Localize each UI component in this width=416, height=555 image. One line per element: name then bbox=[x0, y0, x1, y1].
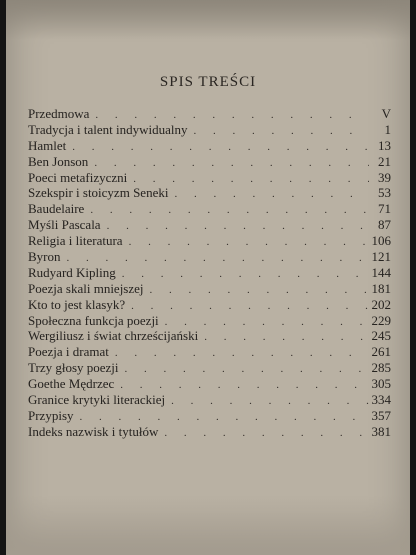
toc-entry-page: 285 bbox=[371, 360, 391, 376]
toc-entry-page: V bbox=[381, 106, 391, 121]
toc-leader-dots bbox=[168, 188, 369, 200]
toc-entry-title: Kto to jest klasyk? bbox=[28, 296, 126, 312]
toc-entry-page: 381 bbox=[371, 423, 391, 439]
toc-entry-page: 53 bbox=[378, 185, 391, 201]
toc-entry-page: 121 bbox=[371, 249, 391, 265]
toc-entry-page: 21 bbox=[378, 153, 391, 169]
toc-entry-title: Wergiliusz i świat chrześcijański bbox=[28, 328, 199, 344]
toc-leader-dots bbox=[89, 109, 369, 121]
toc-leader-dots bbox=[198, 331, 369, 343]
toc-entry-page: 13 bbox=[378, 137, 391, 153]
toc-entry-page: 106 bbox=[371, 233, 391, 249]
toc-entry-title: Myśli Pascala bbox=[28, 217, 101, 233]
toc-entry bbox=[28, 328, 391, 344]
toc-entry bbox=[28, 201, 391, 217]
toc-leader-dots bbox=[66, 141, 369, 153]
toc-entry bbox=[28, 154, 391, 170]
toc-entry-page: 261 bbox=[371, 344, 391, 360]
toc-leader-dots bbox=[88, 157, 369, 169]
toc-entry-title: Przypisy bbox=[28, 407, 74, 423]
toc-entry-page: 334 bbox=[371, 392, 391, 408]
toc-leader-dots bbox=[61, 252, 370, 264]
toc-entry bbox=[28, 185, 391, 201]
toc-entry-page: 39 bbox=[378, 169, 391, 185]
toc-leader-dots bbox=[74, 411, 370, 423]
page-top-shadow bbox=[6, 0, 410, 40]
toc-entry-title: Poezja skali mniejszej bbox=[28, 280, 144, 296]
toc-leader-dots bbox=[159, 316, 369, 328]
page-bottom-shadow bbox=[6, 495, 410, 555]
toc-entry-title: Rudyard Kipling bbox=[28, 264, 116, 280]
toc-leader-dots bbox=[84, 204, 369, 216]
toc-entry-page: 87 bbox=[378, 217, 391, 233]
toc-entry bbox=[28, 122, 391, 138]
toc-entry-title: Granice krytyki literackiej bbox=[28, 392, 166, 408]
toc-entry-page: 357 bbox=[371, 407, 391, 423]
table-of-contents bbox=[28, 106, 391, 440]
toc-entry-title: Goethe Mędrzec bbox=[28, 376, 115, 392]
toc-entry bbox=[28, 217, 391, 233]
toc-leader-dots bbox=[109, 347, 369, 359]
toc-leader-dots bbox=[144, 284, 369, 296]
toc-leader-dots bbox=[127, 173, 369, 185]
toc-entry bbox=[28, 408, 391, 424]
toc-entry bbox=[28, 313, 391, 329]
toc-entry-title: Poeci metafizyczni bbox=[28, 169, 128, 185]
toc-entry bbox=[28, 424, 391, 440]
toc-entry-title: Ben Jonson bbox=[28, 153, 89, 169]
toc-entry-page: 305 bbox=[371, 376, 391, 392]
toc-entry-page: 1 bbox=[384, 121, 391, 137]
toc-entry bbox=[28, 392, 391, 408]
toc-entry-title: Indeks nazwisk i tytułów bbox=[28, 423, 159, 439]
toc-entry-title: Trzy głosy poezji bbox=[28, 360, 119, 376]
toc-entry-page: 181 bbox=[371, 280, 391, 296]
toc-entry bbox=[28, 281, 391, 297]
toc-entry bbox=[28, 297, 391, 313]
toc-leader-dots bbox=[101, 220, 369, 232]
toc-entry bbox=[28, 249, 391, 265]
toc-entry bbox=[28, 138, 391, 154]
toc-entry bbox=[28, 376, 391, 392]
toc-entry bbox=[28, 233, 391, 249]
toc-entry-title: Poezja i dramat bbox=[28, 344, 109, 360]
toc-entry-page: 71 bbox=[378, 201, 391, 217]
toc-entry-title: Hamlet bbox=[28, 137, 67, 153]
toc-entry-title: Tradycja i talent indywidualny bbox=[28, 121, 188, 137]
page-title: SPIS TREŚCI bbox=[159, 74, 257, 90]
toc-entry bbox=[28, 106, 391, 122]
toc-leader-dots bbox=[114, 379, 369, 391]
toc-leader-dots bbox=[125, 300, 369, 312]
toc-leader-dots bbox=[187, 125, 369, 137]
toc-entry bbox=[28, 170, 391, 186]
toc-leader-dots bbox=[165, 395, 369, 407]
toc-entry-page: 202 bbox=[371, 296, 391, 312]
toc-entry-title: Społeczna funkcja poezji bbox=[28, 312, 159, 328]
toc-entry-page: 229 bbox=[371, 312, 391, 328]
toc-leader-dots bbox=[116, 268, 369, 280]
toc-leader-dots bbox=[119, 363, 369, 375]
toc-leader-dots bbox=[123, 236, 369, 248]
toc-entry-page: 144 bbox=[371, 264, 391, 280]
toc-entry bbox=[28, 360, 391, 376]
toc-entry-title: Religia i literatura bbox=[28, 233, 123, 249]
toc-entry bbox=[28, 344, 391, 360]
toc-entry-page: 245 bbox=[371, 328, 391, 344]
toc-entry bbox=[28, 265, 391, 281]
toc-entry-title: Szekspir i stoicyzm Seneki bbox=[28, 185, 169, 201]
book-page bbox=[6, 0, 410, 555]
toc-entry-title: Byron bbox=[28, 249, 61, 265]
toc-entry-title: Przedmowa bbox=[28, 106, 90, 121]
toc-leader-dots bbox=[158, 427, 369, 439]
toc-entry-title: Baudelaire bbox=[28, 201, 85, 217]
